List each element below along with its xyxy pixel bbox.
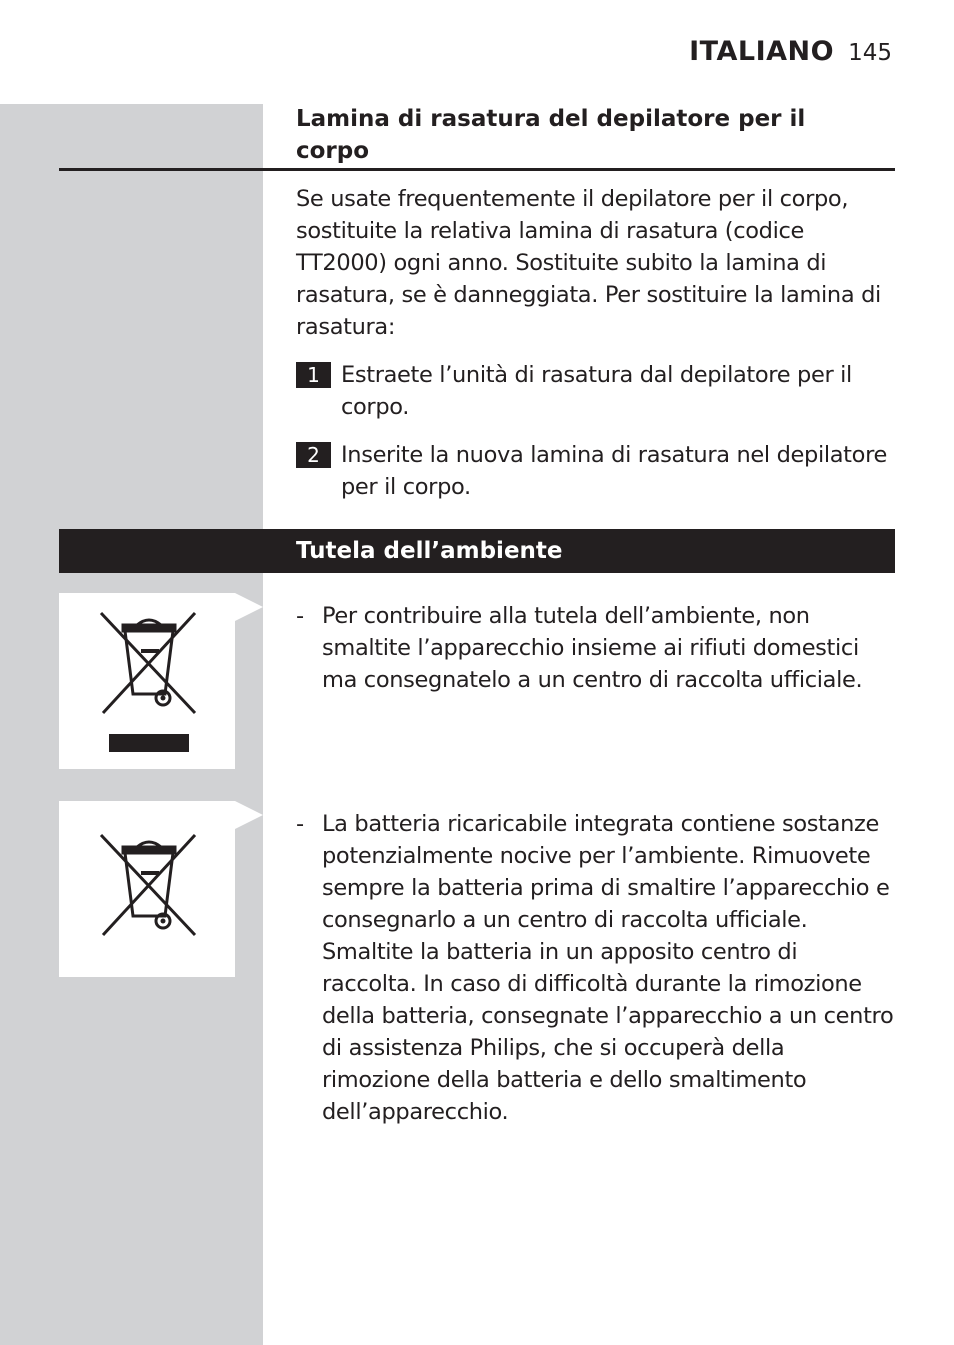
language-label: ITALIANO [689,36,835,67]
bullet-dash: - [296,811,305,837]
list-item [296,600,896,696]
section-title-shaving-foil: Lamina di rasatura del depilatore per il corpo [296,106,806,164]
section-divider [59,168,895,171]
crossed-out-bin-icon [59,593,235,769]
crossed-out-bin-battery-icon [59,801,235,977]
page-header [689,36,892,67]
section-header-bar [59,529,895,573]
bullet-text: Per contribuire alla tutela dell’ambiente, non smaltite l’apparecchio insieme ai rifiuti domestici ma consegnatelo a un centro di raccolta ufficiale. [322,603,863,693]
icon-pointer [235,593,263,621]
bullet-text: La batteria ricaricabile integrata contiene sostanze potenzialmente nocive per l’ambiente. Rimuovete sempre la batteria prima di smaltire l’apparecchio e consegnarlo a un centro di raccolta ufficiale. Smaltite la batteria in un apposito centro di raccolta. In caso di difficoltà durante la rimozione della batteria, consegnate l’apparecchio a un centro di assistenza Philips, che si occuperà della rimozione della batteria e dello smaltimento dell’apparecchio. [322,811,894,1125]
step-number-badge: 1 [296,362,331,388]
step-2 [296,439,896,503]
icon-pointer [235,801,263,829]
step-text: Estraete l’unità di rasatura dal depilatore per il corpo. [341,362,852,420]
step-text: Inserite la nuova lamina di rasatura nel depilatore per il corpo. [341,442,887,500]
intro-paragraph: Se usate frequentemente il depilatore per il corpo, sostituite la relativa lamina di rasatura (codice TT2000) ogni anno. Sostituite subito la lamina di rasatura, se è danneggiata. Per sostituire la lamina di rasatura: [296,186,881,340]
step-1 [296,359,896,423]
page-number: 145 [848,40,892,66]
step-number-badge: 2 [296,442,331,468]
bullet-dash: - [296,603,305,629]
list-item [296,808,896,1128]
section-title-environment: Tutela dell’ambiente [296,538,563,564]
